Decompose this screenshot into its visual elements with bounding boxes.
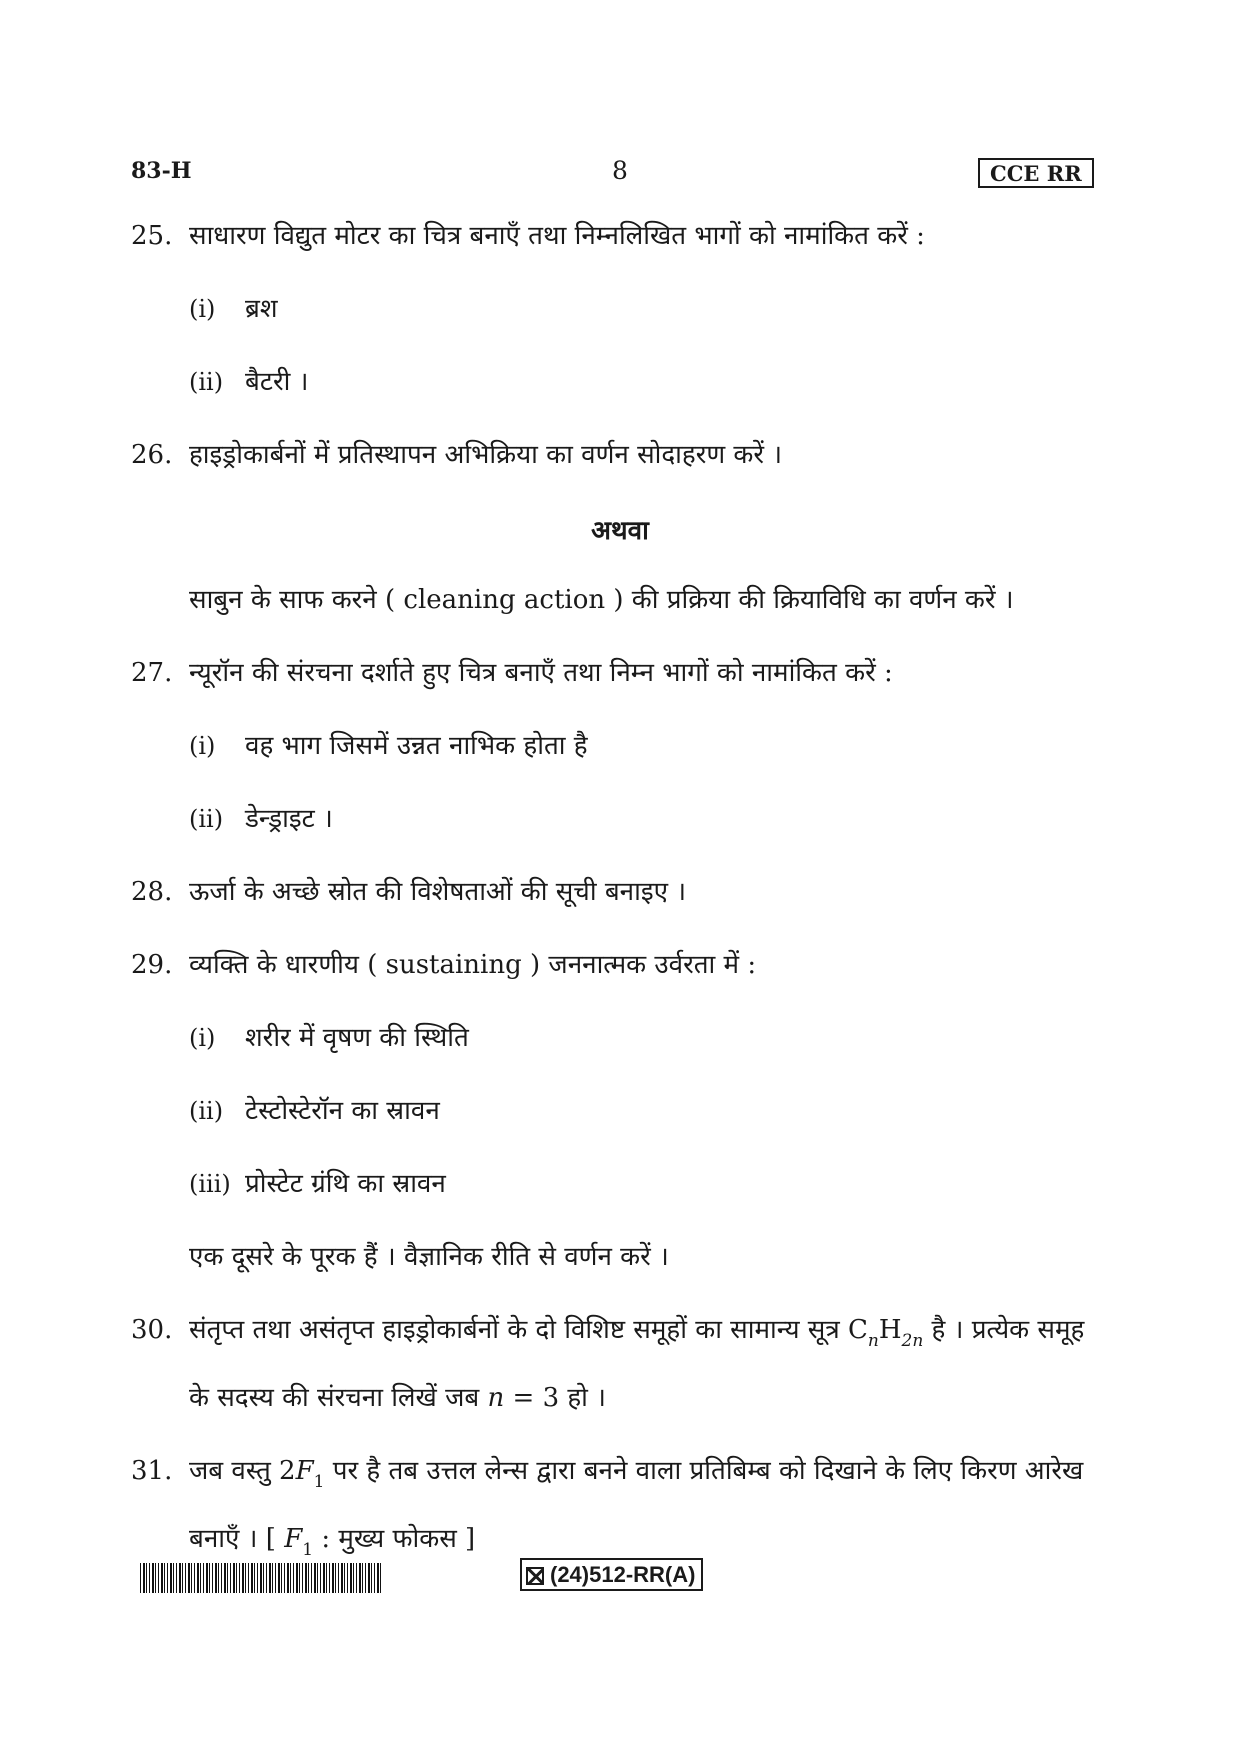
- question-text: साधारण विद्युत मोटर का चित्र बनाएँ तथा निम्नलिखित भागों को नामांकित करें :: [189, 221, 925, 251]
- question-number: 30.: [131, 1315, 173, 1345]
- part-label: (ii): [189, 368, 224, 396]
- variable-f: F: [284, 1524, 303, 1554]
- q27-part-ii: [189, 802, 333, 836]
- question-25: [131, 219, 925, 253]
- question-28: [131, 875, 686, 909]
- question-text: न्यूरॉन की संरचना दर्शाते हुए चित्र बनाएँ तथा निम्न भागों को नामांकित करें :: [189, 658, 893, 688]
- part-label: (iii): [189, 1170, 231, 1198]
- formula-h: H: [878, 1315, 902, 1345]
- question-number: 27.: [131, 658, 173, 688]
- q30-line-2: [189, 1381, 606, 1415]
- part-label: (i): [189, 1024, 216, 1052]
- footer-code: (24)512-RR(A): [550, 1562, 696, 1587]
- part-text: प्रोस्टेट ग्रंथि का स्रावन: [245, 1169, 446, 1199]
- q29-part-ii: [189, 1094, 440, 1128]
- question-31: [131, 1454, 1083, 1499]
- variable-f: F: [295, 1456, 314, 1486]
- subscript-2n: 2n: [901, 1331, 924, 1351]
- question-27: [131, 656, 893, 690]
- part-label: (i): [189, 732, 216, 760]
- or-heading: अथवा: [591, 516, 649, 546]
- q27-part-i: [189, 729, 588, 763]
- question-text: जब वस्तु 2: [189, 1456, 296, 1486]
- question-29: [131, 948, 756, 982]
- question-text-cont: है । प्रत्येक समूह: [923, 1315, 1085, 1345]
- part-text: वह भाग जिसमें उन्नत नाभिक होता है: [245, 731, 588, 761]
- question-text: व्यक्ति के धारणीय ( sustaining ) जननात्मक उर्वरता में :: [189, 950, 757, 980]
- question-30: [131, 1313, 1084, 1358]
- question-text: संतृप्त तथा असंतृप्त हाइड्रोकार्बनों के दो विशिष्ट समूहों का सामान्य सूत्र C: [189, 1315, 868, 1345]
- question-number: 29.: [131, 950, 173, 980]
- question-text: बनाएँ । [: [189, 1524, 285, 1554]
- part-text: शरीर में वृषण की स्थिति: [245, 1023, 469, 1053]
- part-text: ब्रश: [245, 294, 278, 324]
- part-text: टेस्टोस्टेरॉन का स्रावन: [245, 1096, 440, 1126]
- variable-n: n: [487, 1383, 505, 1413]
- question-number: 26.: [131, 440, 173, 470]
- part-text: डेन्ड्राइट ।: [245, 804, 333, 834]
- subscript-n: n: [867, 1331, 879, 1351]
- question-26: [131, 438, 782, 472]
- qr-code-icon: [526, 1567, 544, 1585]
- paper-code: 83-H: [131, 158, 192, 184]
- question-text-cont: : मुख्य फोकस ]: [313, 1524, 476, 1554]
- q29-part-i: [189, 1021, 469, 1055]
- series-box: CCE RR: [978, 158, 1094, 188]
- question-number: 28.: [131, 877, 173, 907]
- footer-code-box: [520, 1558, 703, 1591]
- q31-line-2: [189, 1522, 475, 1567]
- part-label: (ii): [189, 805, 224, 833]
- question-text: ऊर्जा के अच्छे स्रोत की विशेषताओं की सूची बनाइए ।: [189, 877, 687, 907]
- part-text: बैटरी ।: [245, 367, 309, 397]
- page-number: 8: [612, 156, 628, 185]
- q25-part-i: [189, 292, 278, 326]
- q29-conclusion: एक दूसरे के पूरक हैं । वैज्ञानिक रीति से वर्णन करें ।: [189, 1242, 669, 1272]
- q29-part-iii: [189, 1167, 446, 1201]
- question-number: 25.: [131, 221, 173, 251]
- q25-part-ii: [189, 365, 308, 399]
- barcode: [140, 1563, 382, 1593]
- question-text: के सदस्य की संरचना लिखें जब: [189, 1383, 488, 1413]
- question-number: 31.: [131, 1456, 173, 1486]
- subscript-1: 1: [302, 1540, 314, 1560]
- question-text-cont: = 3 हो ।: [504, 1383, 607, 1413]
- part-label: (i): [189, 295, 216, 323]
- subscript-1: 1: [313, 1472, 325, 1492]
- question-text: हाइड्रोकार्बनों में प्रतिस्थापन अभिक्रिया का वर्णन सोदाहरण करें ।: [189, 440, 783, 470]
- q26-alternative: साबुन के साफ करने ( cleaning action ) की प्रक्रिया की क्रियाविधि का वर्णन करें ।: [189, 585, 1014, 615]
- part-label: (ii): [189, 1097, 224, 1125]
- question-text-cont: पर है तब उत्तल लेन्स द्वारा बनने वाला प्रतिबिम्ब को दिखाने के लिए किरण आरेख: [324, 1456, 1084, 1486]
